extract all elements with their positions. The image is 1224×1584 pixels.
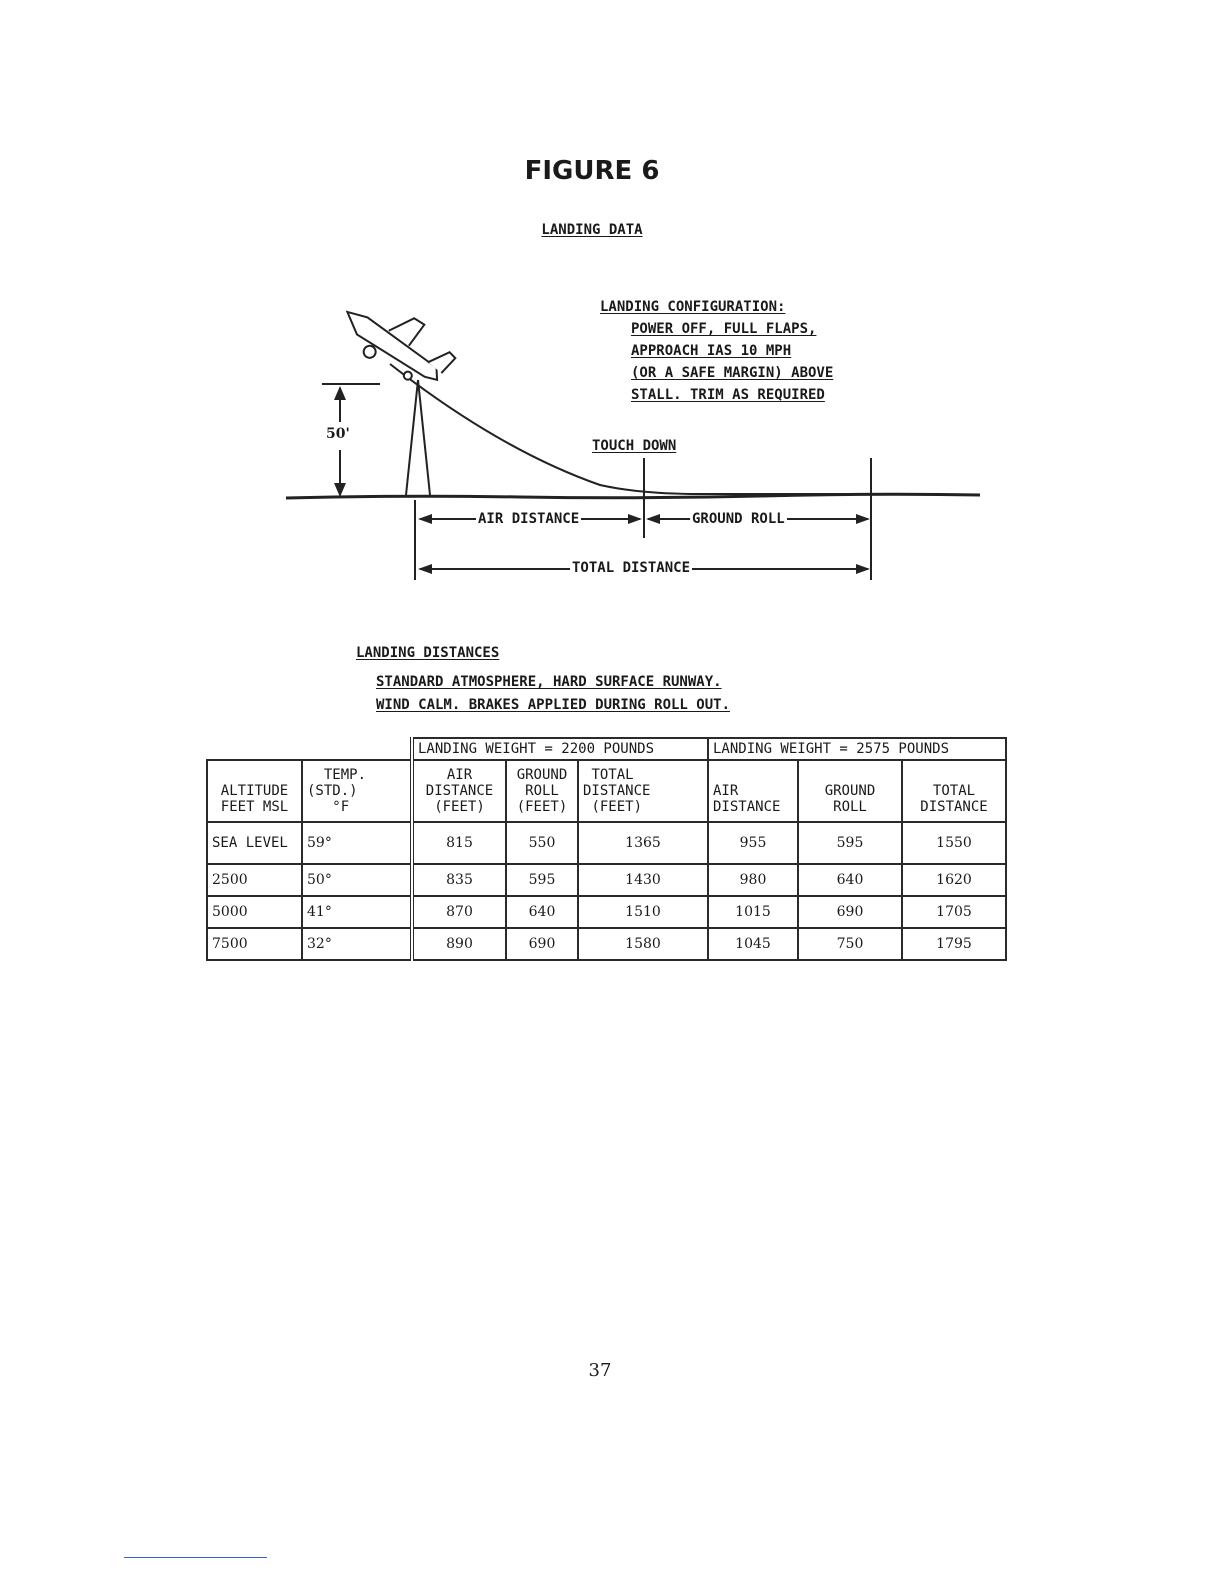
column-header: GROUND ROLL <box>798 760 902 822</box>
aircraft-icon <box>333 290 462 397</box>
landing-distances-title: LANDING DISTANCES <box>356 645 500 661</box>
table-cell: 1795 <box>902 928 1006 960</box>
distances-note: STANDARD ATMOSPHERE, HARD SURFACE RUNWAY. <box>376 674 722 690</box>
table-cell: 870 <box>412 896 506 928</box>
group-header: LANDING WEIGHT = 2200 POUNDS <box>412 738 708 760</box>
column-header: TEMP. (STD.) °F <box>302 760 412 822</box>
table-cell: 595 <box>506 864 578 896</box>
table-cell: 890 <box>412 928 506 960</box>
page-number: 37 <box>588 1360 612 1381</box>
config-line: APPROACH IAS 10 MPH <box>631 343 792 359</box>
table-row <box>207 822 1006 864</box>
column-header: ALTITUDE FEET MSL <box>207 760 302 822</box>
table-cell: 32° <box>302 928 412 960</box>
table-cell: 955 <box>708 822 798 864</box>
height-arrowhead-up <box>334 386 346 400</box>
table-cell: 640 <box>506 896 578 928</box>
config-line: (OR A SAFE MARGIN) ABOVE <box>631 365 834 381</box>
table-cell: 1620 <box>902 864 1006 896</box>
config-line: POWER OFF, FULL FLAPS, <box>631 321 817 337</box>
table-cell: 1510 <box>578 896 708 928</box>
config-line: STALL. TRIM AS REQUIRED <box>631 387 825 403</box>
table-cell: 690 <box>506 928 578 960</box>
table-cell: 1705 <box>902 896 1006 928</box>
touch-down-label: TOUCH DOWN <box>592 438 677 454</box>
table-cell: 50° <box>302 864 412 896</box>
figure-title: FIGURE 6 <box>524 156 660 186</box>
table-cell: 1045 <box>708 928 798 960</box>
table-cell: 1365 <box>578 822 708 864</box>
config-heading: LANDING CONFIGURATION: <box>600 299 786 315</box>
table-cell: 1580 <box>578 928 708 960</box>
landing-distance-table <box>206 737 1007 961</box>
obstacle-left <box>406 380 418 495</box>
column-header: AIR DISTANCE <box>708 760 798 822</box>
ground-roll-label: GROUND ROLL <box>692 511 785 527</box>
table-cell: 815 <box>412 822 506 864</box>
height-arrowhead-down <box>334 483 346 497</box>
table-cell: 690 <box>798 896 902 928</box>
ground-line <box>286 494 980 498</box>
column-header: TOTAL DISTANCE <box>902 760 1006 822</box>
air-distance-label: AIR DISTANCE <box>478 511 580 527</box>
table-cell: 1550 <box>902 822 1006 864</box>
footer-rule <box>124 1557 267 1558</box>
altitude-cell: SEA LEVEL <box>207 822 302 864</box>
table-cell: 59° <box>302 822 412 864</box>
table-row <box>207 896 1006 928</box>
height-label: 50' <box>326 426 350 442</box>
table-group-header-row <box>207 738 1006 760</box>
landing-diagram <box>280 290 990 590</box>
column-header: AIR DISTANCE (FEET) <box>412 760 506 822</box>
figure-subtitle: LANDING DATA <box>541 222 643 238</box>
table-row <box>207 928 1006 960</box>
distances-note: WIND CALM. BRAKES APPLIED DURING ROLL OUT. <box>376 697 731 713</box>
table-cell: 640 <box>798 864 902 896</box>
group-header: LANDING WEIGHT = 2575 POUNDS <box>708 738 1006 760</box>
total-distance-label: TOTAL DISTANCE <box>572 560 691 576</box>
table-cell: 41° <box>302 896 412 928</box>
obstacle-right <box>418 380 430 495</box>
altitude-cell: 2500 <box>207 864 302 896</box>
table-cell: 750 <box>798 928 902 960</box>
table-cell: 980 <box>708 864 798 896</box>
table-row <box>207 864 1006 896</box>
table-cell: 595 <box>798 822 902 864</box>
table-cell: 835 <box>412 864 506 896</box>
column-header: GROUND ROLL (FEET) <box>506 760 578 822</box>
altitude-cell: 7500 <box>207 928 302 960</box>
column-header: TOTAL DISTANCE (FEET) <box>578 760 708 822</box>
altitude-cell: 5000 <box>207 896 302 928</box>
table-cell: 1430 <box>578 864 708 896</box>
table-column-header-row <box>207 760 1006 822</box>
table-cell: 550 <box>506 822 578 864</box>
table-cell: 1015 <box>708 896 798 928</box>
glide-path <box>390 364 870 494</box>
